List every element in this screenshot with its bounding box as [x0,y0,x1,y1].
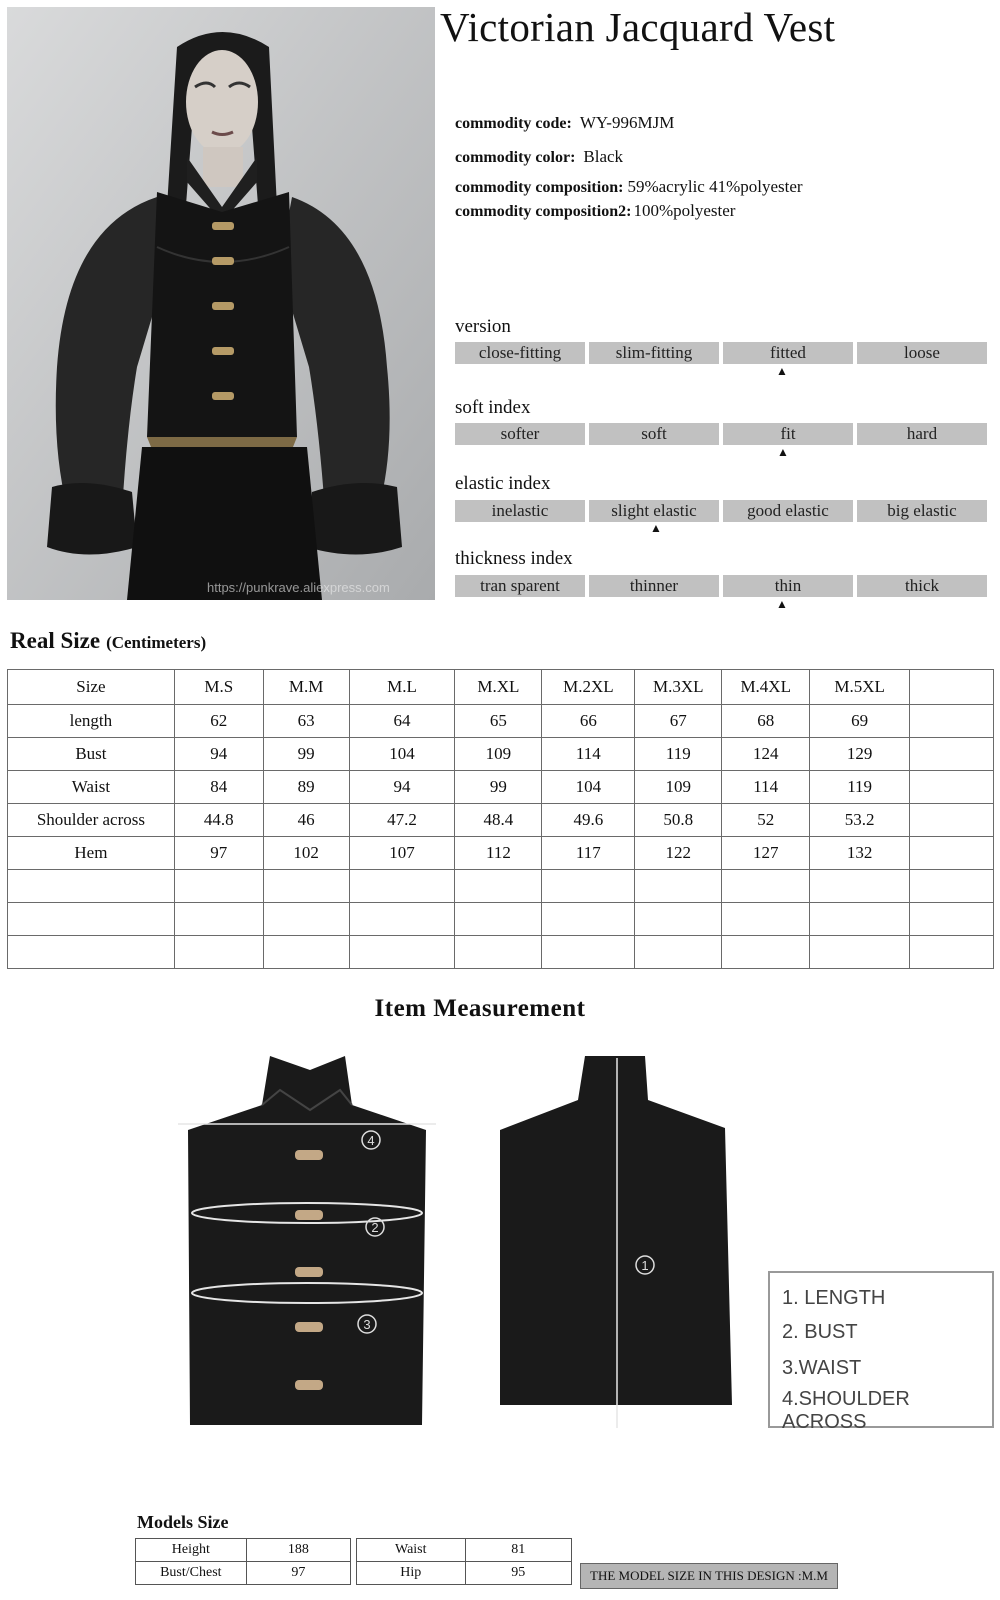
size-value-cell [263,936,349,969]
marker-3: 3 [363,1317,371,1332]
legend-item: 1. LENGTH [782,1287,886,1309]
size-value-cell: 84 [174,771,263,804]
size-value-cell [810,870,910,903]
marker-4: 4 [367,1133,375,1148]
size-value-cell [349,903,455,936]
size-value-cell [722,936,810,969]
thickness-index-label: thickness index [455,548,573,569]
size-header-cell: M.2XL [542,670,635,705]
model-measure-label: Hip [357,1562,466,1585]
version-option-selected: fitted [723,342,853,364]
size-header-cell: M.4XL [722,670,810,705]
spec-color [455,146,623,169]
table-row [357,1562,572,1585]
vest-front-icon [178,1056,436,1425]
size-value-cell: 49.6 [542,804,635,837]
soft-index-scale [455,423,987,445]
size-value-cell [174,870,263,903]
measure-label-cell [8,870,175,903]
size-value-cell: 68 [722,705,810,738]
marker-2: 2 [371,1220,379,1235]
spec-label: commodity composition2: [455,203,632,220]
size-table [7,669,994,969]
size-value-cell: 107 [349,837,455,870]
table-row [357,1539,572,1562]
spec-value: WY-996MJM [579,113,675,132]
size-value-cell [455,870,542,903]
size-value-cell [635,936,722,969]
size-value-cell [542,903,635,936]
model-measure-value: 81 [465,1539,571,1562]
size-header-cell: M.M [263,670,349,705]
legend-item: 4.SHOULDER ACROSS [782,1388,910,1433]
model-measure-label: Waist [357,1539,466,1562]
legend-item: 2. BUST [782,1321,858,1343]
size-value-cell: 48.4 [455,804,542,837]
size-value-cell [910,804,994,837]
real-size-title: Real Size [10,628,101,653]
size-value-cell: 122 [635,837,722,870]
legend-item: 3.WAIST [782,1357,862,1379]
size-value-cell: 47.2 [349,804,455,837]
size-value-cell: 109 [455,738,542,771]
measure-label-cell: Hem [8,837,175,870]
thickness-marker-icon: ▲ [776,597,788,611]
measure-label-cell [8,936,175,969]
model-measure-value: 188 [246,1539,350,1562]
size-value-cell: 66 [542,705,635,738]
size-value-cell: 52 [722,804,810,837]
size-value-cell: 129 [810,738,910,771]
size-value-cell [810,936,910,969]
size-value-cell [174,903,263,936]
soft-option: hard [857,423,987,445]
measure-label-cell: Waist [8,771,175,804]
size-value-cell: 64 [349,705,455,738]
size-value-cell [455,903,542,936]
thickness-index-scale [455,575,987,597]
size-value-cell: 94 [349,771,455,804]
size-value-cell [810,903,910,936]
spec-value: Black [583,147,624,166]
model-measure-label: Bust/Chest [136,1562,247,1585]
size-value-cell: 89 [263,771,349,804]
soft-index-label: soft index [455,397,531,418]
table-row [8,738,994,771]
model-measure-value: 97 [246,1562,350,1585]
version-marker-icon: ▲ [776,364,788,378]
size-value-cell: 119 [810,771,910,804]
thickness-option: thinner [589,575,719,597]
size-header-cell: M.L [349,670,455,705]
elastic-option: inelastic [455,500,585,522]
size-value-cell [910,771,994,804]
measure-label-cell: Bust [8,738,175,771]
thickness-option: thick [857,575,987,597]
marker-1: 1 [641,1258,649,1273]
model-measure-value: 95 [465,1562,571,1585]
size-value-cell [263,870,349,903]
size-value-cell: 99 [263,738,349,771]
size-value-cell [455,936,542,969]
size-header-cell [910,670,994,705]
table-row [136,1539,351,1562]
size-value-cell [635,903,722,936]
spec-label: commodity color: [455,149,576,166]
size-value-cell [910,705,994,738]
size-value-cell: 53.2 [810,804,910,837]
elastic-option: good elastic [723,500,853,522]
model-size-note: THE MODEL SIZE IN THIS DESIGN :M.M [580,1563,838,1589]
size-header-cell: M.5XL [810,670,910,705]
version-option: loose [857,342,987,364]
size-value-cell [263,903,349,936]
measurement-legend [768,1271,994,1433]
product-photo [7,7,435,600]
models-size-title: Models Size [137,1512,229,1532]
size-value-cell: 104 [349,738,455,771]
size-value-cell [635,870,722,903]
size-value-cell: 114 [542,738,635,771]
soft-marker-icon: ▲ [777,445,789,459]
table-row [136,1562,351,1585]
size-header-cell: M.3XL [635,670,722,705]
size-value-cell [910,738,994,771]
size-value-cell: 132 [810,837,910,870]
soft-option-selected: fit [723,423,853,445]
soft-option: soft [589,423,719,445]
vest-measurement-diagram [170,1050,770,1455]
spec-label: commodity code: [455,115,572,132]
measure-label-cell: Shoulder across [8,804,175,837]
size-value-cell: 112 [455,837,542,870]
model-illustration [7,7,435,600]
size-value-cell: 44.8 [174,804,263,837]
size-value-cell: 97 [174,837,263,870]
size-value-cell [722,870,810,903]
table-row [8,804,994,837]
thickness-option-selected: thin [723,575,853,597]
size-value-cell: 62 [174,705,263,738]
size-value-cell [910,870,994,903]
spec-composition [455,176,803,199]
watermark: https://punkrave.aliexpress.com [207,580,390,595]
size-value-cell [542,936,635,969]
size-value-cell: 50.8 [635,804,722,837]
size-value-cell [349,936,455,969]
elastic-marker-icon: ▲ [650,521,662,535]
size-value-cell: 46 [263,804,349,837]
size-value-cell: 94 [174,738,263,771]
measure-label-cell [8,903,175,936]
size-value-cell [910,837,994,870]
vest-back-icon [500,1056,732,1428]
size-value-cell: 114 [722,771,810,804]
size-header-cell: Size [8,670,175,705]
size-value-cell: 109 [635,771,722,804]
elastic-index-label: elastic index [455,473,551,494]
product-title: Victorian Jacquard Vest [440,4,836,50]
spec-composition2 [455,200,735,223]
spec-value: 59%acrylic 41%polyester [627,177,803,196]
table-row [8,705,994,738]
size-value-cell: 124 [722,738,810,771]
version-scale [455,342,987,364]
version-option: slim-fitting [589,342,719,364]
spec-code [455,112,674,135]
size-value-cell [349,870,455,903]
soft-option: softer [455,423,585,445]
table-row [8,903,994,936]
real-size-unit: (Centimeters) [106,633,207,652]
size-value-cell: 99 [455,771,542,804]
size-value-cell [910,903,994,936]
size-value-cell [542,870,635,903]
thickness-option: tran sparent [455,575,585,597]
table-row [8,837,994,870]
version-label: version [455,316,511,337]
size-value-cell: 119 [635,738,722,771]
size-value-cell: 67 [635,705,722,738]
model-measure-label: Height [136,1539,247,1562]
size-value-cell: 65 [455,705,542,738]
size-value-cell: 69 [810,705,910,738]
size-value-cell [910,936,994,969]
size-header-row [8,670,994,705]
spec-label: commodity composition: [455,179,624,196]
version-option: close-fitting [455,342,585,364]
measure-label-cell: length [8,705,175,738]
elastic-option: big elastic [857,500,987,522]
size-value-cell: 127 [722,837,810,870]
size-value-cell: 117 [542,837,635,870]
elastic-option-selected: slight elastic [589,500,719,522]
size-value-cell: 102 [263,837,349,870]
models-size-table-left [135,1538,351,1585]
size-value-cell [174,936,263,969]
table-row [8,870,994,903]
real-size-heading [10,628,206,654]
table-row [8,936,994,969]
size-header-cell: M.S [174,670,263,705]
item-measurement-title: Item Measurement [374,995,586,1022]
elastic-index-scale [455,500,987,522]
size-header-cell: M.XL [455,670,542,705]
table-row [8,771,994,804]
models-size-table-right [356,1538,572,1585]
size-value-cell: 63 [263,705,349,738]
size-value-cell [722,903,810,936]
size-value-cell: 104 [542,771,635,804]
spec-value: 100%polyester [633,201,736,220]
